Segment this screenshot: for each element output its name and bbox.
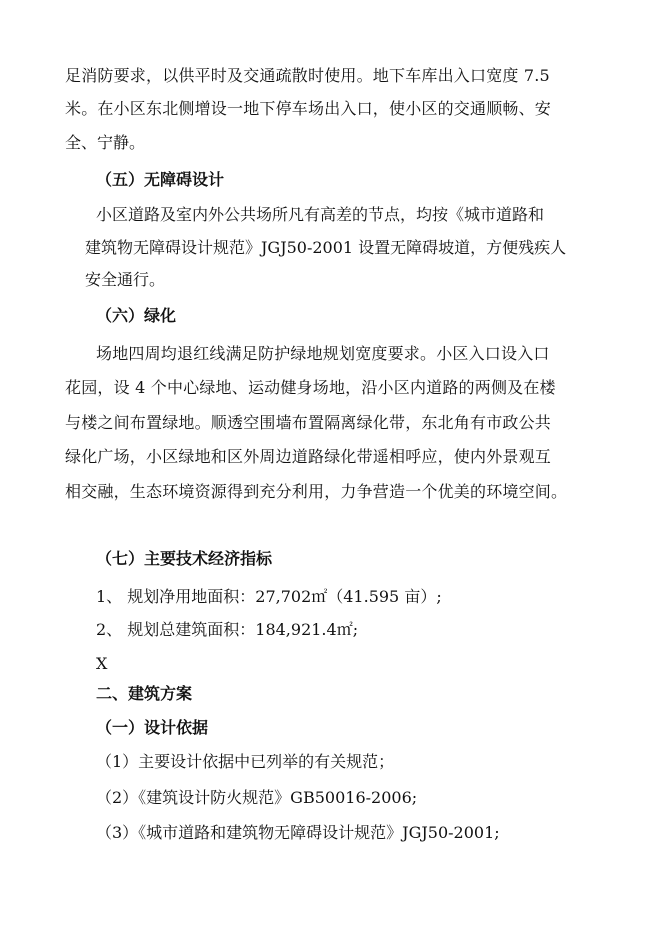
paragraph-line: 全、宁静。 [65, 133, 146, 152]
paragraph-line: 相交融，生态环境资源得到充分利用，力争营造一个优美的环境空间。 [65, 482, 568, 501]
paragraph-line: 花园，设 4 个中心绿地、运动健身场地，沿小区内道路的两侧及在楼 [65, 378, 556, 397]
paragraph-line: 建筑物无障碍设计规范》JGJ50-2001 设置无障碍坡道，方便残疾人 [85, 238, 567, 257]
chapter-heading-architecture: 二、建筑方案 [96, 684, 193, 703]
paragraph-line: 米。在小区东北侧增设一地下停车场出入口，使小区的交通顺畅、安 [65, 99, 552, 118]
section-heading-design-basis: （一）设计依据 [96, 718, 209, 737]
paragraph-line: 与楼之间布置绿地。顺透空围墙布置隔离绿化带，东北角有市政公共 [65, 413, 552, 432]
stray-mark: X [96, 654, 108, 673]
basis-item: （3）《城市道路和建筑物无障碍设计规范》JGJ50-2001; [96, 823, 500, 842]
section-heading-indicators: （七）主要技术经济指标 [96, 549, 273, 568]
section-heading-greening: （六）绿化 [96, 306, 177, 325]
paragraph-line: 安全通行。 [85, 270, 166, 289]
section-heading-barrier-free: （五）无障碍设计 [96, 170, 225, 189]
paragraph-line: 场地四周均退红线满足防护绿地规划宽度要求。小区入口设入口 [96, 344, 550, 363]
basis-item: （1）主要设计依据中已列举的有关规范； [96, 752, 395, 771]
indicator-item: 2、 规划总建筑面积：184,921.4㎡; [96, 620, 359, 639]
basis-item: （2）《建筑设计防火规范》GB50016-2006; [96, 788, 418, 807]
indicator-item: 1、 规划净用地面积：27,702㎡（41.595 亩）; [96, 587, 442, 606]
paragraph-line: 小区道路及室内外公共场所凡有高差的节点，均按《城市道路和 [96, 205, 545, 224]
paragraph-line: 足消防要求，以供平时及交通疏散时使用。地下车库出入口宽度 7.5 [65, 66, 550, 85]
paragraph-line: 绿化广场，小区绿地和区外周边道路绿化带遥相呼应，使内外景观互 [65, 447, 552, 466]
